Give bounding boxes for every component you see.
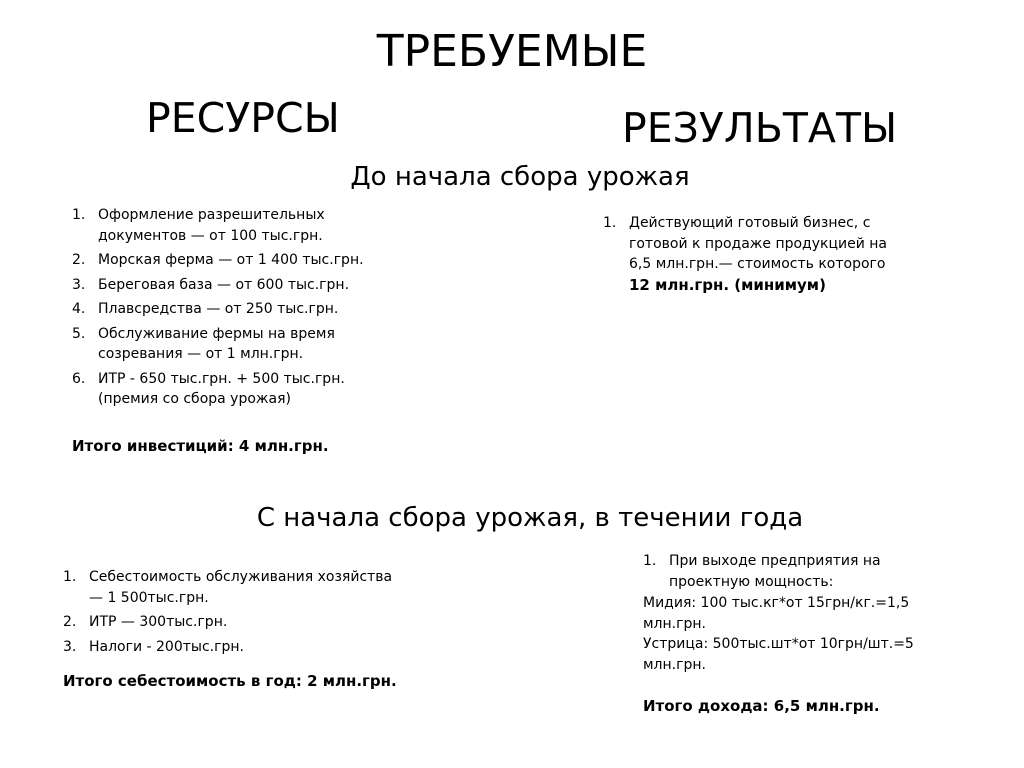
item-text: ИТР — 300тыс.грн. <box>89 614 228 630</box>
section2-resources-total: Итого себестоимость в год: 2 млн.грн. <box>63 672 397 690</box>
section2-resources-list <box>63 567 403 661</box>
section1-heading: До начала сбора урожая <box>350 162 690 192</box>
item-number: 2. <box>72 252 86 268</box>
item-text: Налоги - 200тыс.грн. <box>89 638 244 655</box>
list-item <box>72 369 372 410</box>
section2-results-total: Итого дохода: 6,5 млн.грн. <box>643 697 880 715</box>
item-number: 2. <box>63 614 77 630</box>
item-number: 3. <box>63 638 77 655</box>
list-item <box>63 612 403 633</box>
item-number: 1. <box>603 215 617 231</box>
list-item <box>72 324 372 365</box>
oyster-line: Устрица: 500тыс.шт*от 10грн/шт.=5 млн.грн. <box>643 636 914 673</box>
item-text: Морская ферма — от 1 400 тыс.грн. <box>98 252 364 268</box>
section2-heading: С начала сбора урожая, в течении года <box>256 503 804 533</box>
item-text: Обслуживание фермы на время созревания — от 1 млн.грн. <box>98 325 335 362</box>
page-title: ТРЕБУЕМЫЕ <box>376 26 648 77</box>
section1-results-total: 12 млн.грн. (минимум) <box>629 276 826 294</box>
mussel-line: Мидия: 100 тыс.кг*от 15грн/кг.=1,5 млн.грн. <box>643 595 910 632</box>
item-number: 1. <box>643 553 657 569</box>
item-text: Действующий готовый бизнес, с готовой к продаже продукцией на 6,5 млн.грн.— стоимость которого <box>629 215 888 272</box>
item-number: 4. <box>72 301 86 317</box>
list-item <box>603 213 903 275</box>
item-number: 1. <box>72 207 86 223</box>
item-text: Оформление разрешительных документов — от 100 тыс.грн. <box>98 207 325 244</box>
item-number: 6. <box>72 370 86 387</box>
item-text: ИТР - 650 тыс.грн. + 500 тыс.грн.(премия со сбора урожая) <box>98 370 345 407</box>
item-text: Плавсредства — от 250 тыс.грн. <box>98 301 339 317</box>
section2-results-list <box>643 551 923 596</box>
item-number: 5. <box>72 325 86 342</box>
resources-heading: РЕСУРСЫ <box>146 94 340 142</box>
list-item <box>63 567 403 608</box>
list-item <box>72 205 372 246</box>
section1-resources-list <box>72 205 372 414</box>
section1-results-list <box>603 213 903 279</box>
list-item <box>72 299 372 320</box>
item-number: 1. <box>63 569 77 585</box>
item-text: Себестоимость обслуживания хозяйства — 1 500тыс.грн. <box>89 569 393 606</box>
list-item <box>63 637 403 658</box>
list-item <box>72 250 372 271</box>
item-text: Береговая база — от 600 тыс.грн. <box>98 276 350 293</box>
results-heading: РЕЗУЛЬТАТЫ <box>622 104 898 152</box>
item-number: 3. <box>72 276 86 293</box>
item-text: При выходе предприятия на проектную мощность: <box>669 553 881 590</box>
list-item <box>643 551 923 592</box>
section1-resources-total: Итого инвестиций: 4 млн.грн. <box>72 437 329 455</box>
list-item <box>72 275 372 296</box>
